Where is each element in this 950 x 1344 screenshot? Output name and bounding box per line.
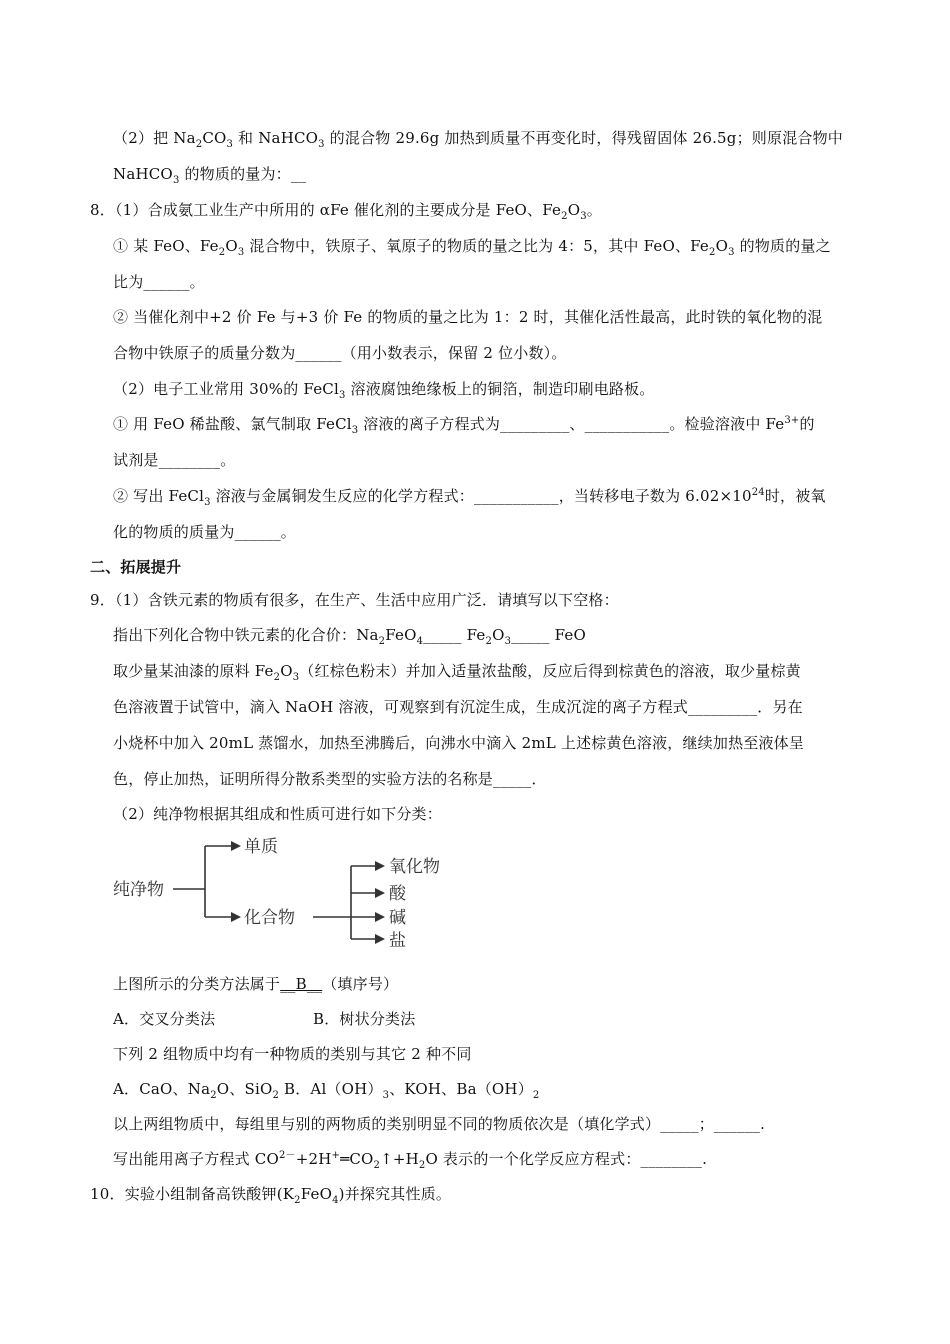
q9-line4: 色溶液置于试管中，滴入 NaOH 溶液，可观察到有沉淀生成，生成沉淀的离子方程式_________．另在: [113, 698, 803, 716]
tree-node-compound: 化合物: [244, 908, 295, 928]
q9-line13: 写出能用离子方程式 $CO^{2-}+2H^+═CO_2↑+H_2O$ 表示的一个化学反应方程式：________.: [113, 1150, 708, 1171]
q8-line6: （2）电子工业常用 30%的 FeCl$_3$ 溶液腐蚀绝缘板上的铜箔，制造印刷电路板。: [113, 380, 655, 401]
q9-line7: （2）纯净物根据其组成和性质可进行如下分类：: [113, 805, 442, 823]
tree-node-element: 单质: [244, 837, 278, 857]
q8-line1: 8．（1）合成氨工业生产中所用的 αFe 催化剂的主要成分是 FeO、$Fe_2O_3$。: [90, 201, 602, 222]
q8-line3: 比为______。: [113, 273, 205, 291]
q9-line8: 上图所示的分类方法属于__B__（填序号）: [113, 975, 399, 993]
section-heading: 二、拓展提升: [90, 558, 182, 576]
q9-line12: 以上两组物质中，每组里与别的两物质的类别明显不同的物质依次是（填化学式）_____；______.: [113, 1115, 766, 1133]
q9-line9-option-a: A．交叉分类法: [113, 1010, 216, 1028]
q9-line10: 下列 2 组物质中均有一种物质的类别与其它 2 种不同: [113, 1045, 472, 1063]
q8-line10: 化的物质的质量为______。: [113, 523, 297, 541]
tree-leaf-acid: 酸: [389, 884, 406, 904]
q7-line1: （2）把 $Na_2CO_3$ 和 NaHCO$_3$ 的混合物 29.6g 加热到质量不再变化时，得残留固体 26.5g；则原混合物中: [113, 129, 843, 150]
q8-line8: 试剂是________。: [113, 451, 236, 469]
q10-line1: 10．实验小组制备高铁酸钾$(K_2FeO_4)$并探究其性质。: [90, 1185, 452, 1206]
q9-line1: 9．（1）含铁元素的物质有很多，在生产、生活中应用广泛．请填写以下空格：: [90, 591, 619, 609]
q9-line6: 色，停止加热，证明所得分散系类型的实验方法的名称是_____．: [113, 770, 547, 788]
q9-line3: 取少量某油漆的原料 $Fe_2O_3$（红棕色粉末）并加入适量浓盐酸，反应后得到棕黄色的溶液，取少量棕黄: [113, 662, 801, 683]
q9-line2: 指出下列化合物中铁元素的化合价：$Na_2FeO_4\_\_\_\_\_$ $Fe_2O_3\_\_\_\_\_$ FeO: [113, 626, 586, 647]
q7-line2: NaHCO$_3$ 的物质的量为：__: [113, 165, 307, 186]
q9-line5: 小烧杯中加入 20mL 蒸馏水，加热至沸腾后，向沸水中滴入 2mL 上述棕黄色溶液，继续加热至液体呈: [113, 734, 805, 752]
tree-root: 纯净物: [113, 880, 164, 900]
q8-line5: 合物中铁原子的质量分数为______（用小数表示，保留 2 位小数）。: [113, 344, 567, 362]
tree-leaf-base: 碱: [389, 908, 406, 928]
q8-line4: ② 当催化剂中+2 价 Fe 与+3 价 Fe 的物质的量之比为 1：2 时，其催化活性最高，此时铁的氧化物的混: [113, 308, 823, 326]
q8-line2: ① 某 FeO、$Fe_2O_3$ 混合物中，铁原子、氧原子的物质的量之比为 4：5，其中 FeO、$Fe_2O_3$ 的物质的量之: [113, 237, 831, 258]
q8-line7: ① 用 FeO 稀盐酸、氯气制取 FeCl$_3$ 溶液的离子方程式为_________、___________。检验溶液中 $Fe^{3+}$的: [113, 415, 815, 436]
tree-leaf-oxide: 氧化物: [389, 857, 440, 877]
q9-line11: A．CaO、$Na_2O$、SiO$_2$ B．$Al(OH)_3$、KOH、$Ba(OH)_2$: [113, 1080, 540, 1101]
q9-line9-option-b: B．树状分类法: [313, 1010, 416, 1028]
tree-leaf-salt: 盐: [389, 931, 406, 951]
classification-tree-diagram: [113, 832, 473, 962]
q8-line9: ② 写出 FeCl$_3$ 溶液与金属铜发生反应的化学方程式：___________，当转移电子数为 $6.02\times 10^{24}$时，被氧: [113, 487, 826, 508]
